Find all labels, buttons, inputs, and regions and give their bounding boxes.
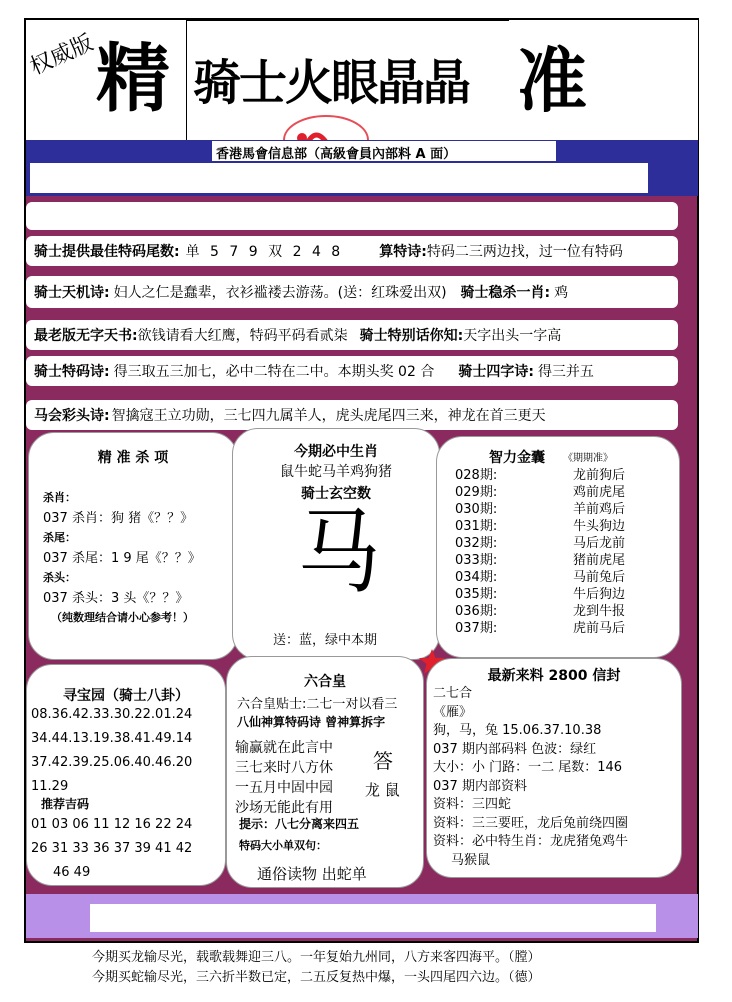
tebie-label: 骑士特别话你知: xyxy=(359,328,464,344)
xunbao-panel xyxy=(26,664,226,886)
subtitle: 香港馬會信息部（高級會員內部料 A 面） xyxy=(216,147,457,162)
jinnang-period: 028期: xyxy=(455,468,498,483)
jinnang-item xyxy=(455,620,665,637)
jinnang-value: 鸡前虎尾 xyxy=(573,485,626,500)
jinnang-tag: 《期期准》 xyxy=(563,453,613,464)
latest-list xyxy=(433,685,681,870)
temashi-value: 得三取五三加七，必中二特在二中。本期头奖 02 合 xyxy=(113,364,435,380)
liuhe-baxian: 八仙神算特码诗 曾神算拆字 xyxy=(237,715,386,729)
jinnang-item xyxy=(455,586,665,603)
tepoem-label: 算特诗: xyxy=(379,244,427,260)
jinnang-period: 030期: xyxy=(455,502,498,517)
rec-line-2: 26 31 33 36 37 39 41 42 xyxy=(31,841,193,856)
caitou-label: 马会彩头诗: xyxy=(34,408,110,424)
rec-label: 推荐吉码 xyxy=(41,797,90,811)
jinnang-item xyxy=(455,518,665,535)
latest-line: 《雁》 xyxy=(433,704,473,720)
shatou-label: 杀头： xyxy=(43,571,76,584)
header-char-left: 精 xyxy=(96,36,170,122)
footer-line-2: 今期买蛇输尽光，三六折半数已定，二五反复热中爆，一头四尾四六边。（德） xyxy=(92,970,541,985)
jinnang-period: 034期: xyxy=(455,570,498,585)
latest-line: 马猴鼠 xyxy=(451,852,491,868)
zodiac-animals: 鼠牛蛇马羊鸡狗猪 xyxy=(280,464,392,480)
jinnang-list xyxy=(455,467,665,637)
zodiac-panel xyxy=(232,428,440,660)
blank-bar-1 xyxy=(30,163,648,193)
page-title: 骑士火眼晶晶 xyxy=(193,55,470,111)
riddle-glyph: 马 xyxy=(297,499,381,606)
riddle-text: 送：蓝，绿中本期 xyxy=(273,633,378,648)
xunbao-line-2: 34.44.13.19.38.41.49.14 xyxy=(31,731,193,746)
sizi-value: 得三并五 xyxy=(537,364,594,380)
sizi-label: 骑士四字诗: xyxy=(458,364,534,380)
jinnang-value: 猪前虎尾 xyxy=(573,553,626,568)
xunbao-title: 寻宝园（骑士八卦） xyxy=(63,688,189,704)
latest-line: 037 期内部码料 色波：绿红 xyxy=(433,741,597,757)
jinnang-item xyxy=(455,501,665,518)
jinnang-item xyxy=(455,552,665,569)
shawei-label: 杀尾： xyxy=(43,531,76,544)
latest-title: 最新来料 2800 信封 xyxy=(487,668,621,684)
jinnang-value: 牛后狗边 xyxy=(573,587,626,602)
tianji-row xyxy=(26,276,678,308)
tianji-label: 骑士天机诗: xyxy=(34,285,110,301)
blank-row xyxy=(26,202,678,230)
tianji-value: 妇人之仁是蠢辈，衣衫褴褛去游荡。(送：红珠爱出双) xyxy=(113,285,447,301)
jinnang-period: 033期: xyxy=(455,553,498,568)
jinnang-item xyxy=(455,569,665,586)
xunbao-line-1: 08.36.42.33.30.22.01.24 xyxy=(31,707,193,722)
jinnang-value: 羊前鸡后 xyxy=(573,502,626,517)
liuhe-tie: 六合皇贴士:二七一对以看三 xyxy=(237,697,398,712)
rec-line-1: 01 03 06 11 12 16 22 24 xyxy=(31,817,193,832)
caitou-row xyxy=(26,400,678,430)
jinnang-item xyxy=(455,484,665,501)
jinnang-panel xyxy=(436,436,680,658)
jinnang-period: 029期: xyxy=(455,485,498,500)
liuhe-answer: 龙 鼠 xyxy=(365,781,400,799)
liuhe-tip: 提示：八七分离来四五 xyxy=(239,817,360,831)
jinnang-item xyxy=(455,535,665,552)
jinnang-value: 虎前马后 xyxy=(573,621,626,636)
kill-panel-title: 精 准 杀 项 xyxy=(97,450,169,466)
liuhe-answer-label: 答 xyxy=(373,749,393,773)
latest-line: 大小：小 门路：一二 尾数：146 xyxy=(433,760,623,775)
latest-line: 资料：三三要旺，龙后兔前绕四圈 xyxy=(433,815,629,831)
liuhe-poem-4: 沙场无能此有用 xyxy=(235,800,333,816)
shaxiao-value: 037 杀肖：狗 猪《？？》 xyxy=(43,511,194,526)
bottom-band-blank xyxy=(90,904,656,932)
latest-line: 资料：必中特生肖：龙虎猪兔鸡牛 xyxy=(433,834,629,849)
jinnang-value: 龙到牛报 xyxy=(573,604,626,619)
jinnang-value: 牛头狗边 xyxy=(573,519,626,534)
kill-value: 鸡 xyxy=(554,285,569,301)
liuhe-bottom: 通俗读物 出蛇单 xyxy=(257,865,367,883)
wuzi-value: 欲钱请看大红鹰，特码平码看贰柒 xyxy=(137,328,348,344)
caitou-value: 智擒寇王立功勋，三七四九属羊人，虎头虎尾四三来，神龙在首三更天 xyxy=(111,408,546,424)
kill-panel xyxy=(28,432,238,660)
kill-note: （纯数理结合请小心参考！） xyxy=(51,611,194,624)
temashi-row xyxy=(26,356,678,386)
jinnang-period: 035期: xyxy=(455,587,498,602)
jinnang-item xyxy=(455,467,665,484)
latest-panel xyxy=(426,658,682,878)
liuhe-title: 六合皇 xyxy=(304,674,346,690)
wuzi-label: 最老版无字天书: xyxy=(34,328,138,344)
jinnang-period: 031期: xyxy=(455,519,498,534)
zodiac-title: 今期必中生肖 xyxy=(294,444,378,460)
jinnang-value: 马后龙前 xyxy=(573,536,626,551)
footer-line-1: 今期买龙输尽光，载歌载舞迎三八。一年复始九州同，八方来客四海平。（膛） xyxy=(92,950,541,965)
jinnang-item xyxy=(455,603,665,620)
jinnang-period: 032期: xyxy=(455,536,498,551)
edition-label: 权威版 xyxy=(26,30,98,81)
liuhe-poem-2: 三七来时八方休 xyxy=(235,760,333,776)
xuankong-label: 骑士玄空数 xyxy=(301,486,371,502)
liuhe-poem-3: 一五月中固中园 xyxy=(235,780,333,796)
tepoem-value: 特码二三两边找，过一位有特码 xyxy=(426,244,623,260)
latest-line: 资料：三四蛇 xyxy=(433,797,512,812)
jinnang-value: 马前兔后 xyxy=(573,570,626,585)
rec-line-3: 46 49 xyxy=(53,865,91,880)
liuhe-poem-1: 输赢就在此言中 xyxy=(235,740,333,756)
liuhe-daxiao: 特码大小单双句： xyxy=(239,839,327,852)
jinnang-title: 智力金囊 xyxy=(489,450,545,466)
latest-line: 二七合 xyxy=(433,686,473,701)
shawei-value: 037 杀尾：1 9 尾《？？》 xyxy=(43,551,201,566)
header-left-block xyxy=(26,20,186,140)
jinnang-period: 037期: xyxy=(455,621,498,636)
liuhe-panel xyxy=(226,656,424,888)
shaxiao-label: 杀肖： xyxy=(43,491,76,504)
wuzi-row xyxy=(26,320,678,350)
latest-line: 狗，马，兔 15.06.37.10.38 xyxy=(433,723,602,738)
shatou-value: 037 杀头：3 头《？？》 xyxy=(43,591,189,606)
weishu-row xyxy=(26,236,678,266)
jinnang-value: 龙前狗后 xyxy=(573,468,626,483)
kill-label: 骑士稳杀一肖: xyxy=(460,285,551,301)
tebie-value: 天字出头一字高 xyxy=(463,328,562,344)
header-char-right: 准 xyxy=(517,39,587,122)
temashi-label: 骑士特码诗: xyxy=(34,364,110,380)
jinnang-period: 036期: xyxy=(455,604,498,619)
xunbao-line-4: 11.29 xyxy=(31,779,69,794)
xunbao-line-3: 37.42.39.25.06.40.46.20 xyxy=(31,755,193,770)
weishu-value: 单 5 7 9 双 2 4 8 xyxy=(185,244,344,260)
weishu-label: 骑士提供最佳特码尾数: xyxy=(34,244,180,260)
header-right-block xyxy=(509,20,698,140)
latest-line: 037 期内部资料 xyxy=(433,778,527,794)
